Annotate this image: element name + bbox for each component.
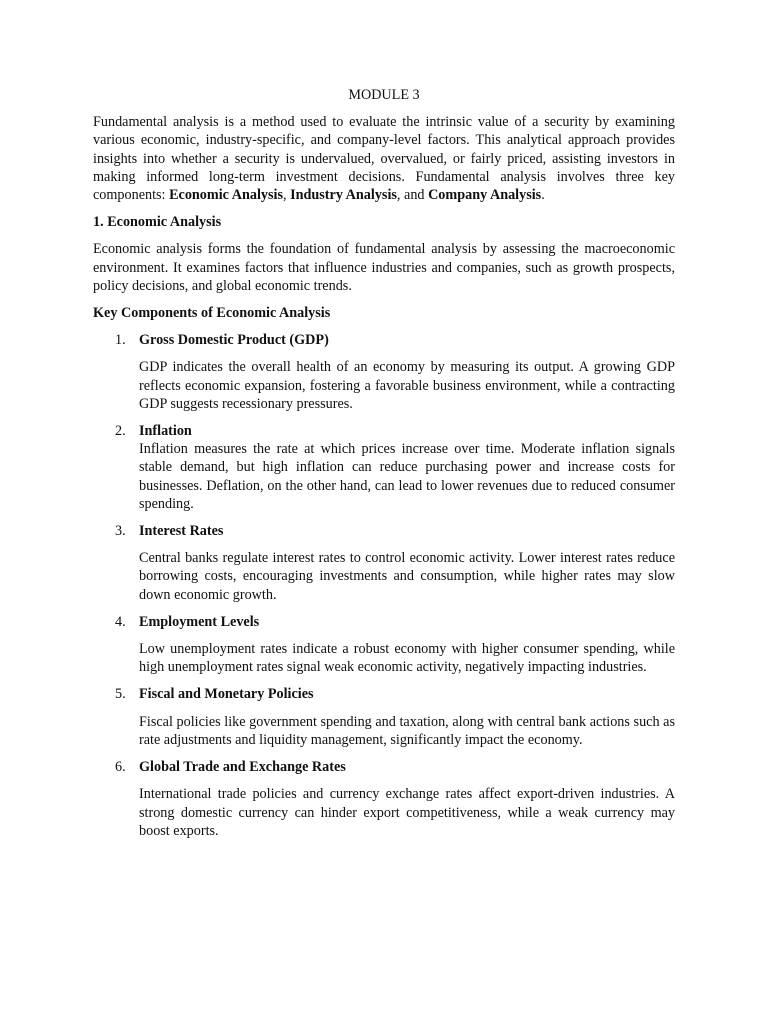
list-item-description: International trade policies and currency exchange rates affect export-driven industries. A strong domestic currency can hinder export competitiveness, while a weak currency may boost exports. xyxy=(139,786,675,839)
section-heading-economic-analysis: 1. Economic Analysis xyxy=(93,214,222,231)
list-item-number: 4. xyxy=(115,613,126,630)
list-item-title: Interest Rates xyxy=(139,523,224,540)
list-item-number: 3. xyxy=(115,523,126,540)
list-item-global-trade xyxy=(93,758,675,840)
economic-analysis-paragraph: Economic analysis forms the foundation of fundamental analysis by assessing the macroeconomic environment. It examines factors that influence industries and companies, such as growth prospects, policy decisions, and global economic trends. xyxy=(93,241,675,294)
list-item-description: Inflation measures the rate at which prices increase over time. Moderate inflation signals stable demand, but high inflation can reduce purchasing power and increase costs for businesses. Deflation, on the other hand, can lead to lower revenues due to reduced consumer spending. xyxy=(139,441,675,512)
page-title: MODULE 3 xyxy=(348,87,420,103)
intro-text-end: . xyxy=(541,187,545,204)
document-page xyxy=(93,86,675,849)
list-item-number: 6. xyxy=(115,759,126,776)
list-item-gdp xyxy=(93,331,675,413)
intro-term-industry-analysis: Industry Analysis xyxy=(290,187,397,204)
list-item-number: 2. xyxy=(115,423,126,440)
list-item-fiscal-monetary-policies xyxy=(93,685,675,749)
list-item-title: Employment Levels xyxy=(139,613,260,630)
key-components-list xyxy=(93,331,675,840)
intro-separator: , xyxy=(282,187,291,204)
list-item-interest-rates xyxy=(93,522,675,604)
intro-term-company-analysis: Company Analysis xyxy=(428,187,542,204)
list-item-description: Low unemployment rates indicate a robust economy with higher consumer spending, while high unemployment rates signal weak economic activity, negatively impacting industries. xyxy=(139,641,675,676)
list-item-title: Fiscal and Monetary Policies xyxy=(139,686,314,703)
intro-paragraph xyxy=(93,113,675,204)
list-item-description: Fiscal policies like government spending and taxation, along with central bank actions such as rate adjustments and liquidity management, significantly impact the economy. xyxy=(139,713,675,748)
list-item-number: 1. xyxy=(115,332,126,349)
list-item-title: Gross Domestic Product (GDP) xyxy=(139,332,329,349)
list-item-number: 5. xyxy=(115,686,126,703)
list-item-description: Central banks regulate interest rates to control economic activity. Lower interest rates reduce borrowing costs, encouraging investments and consumption, while higher rates may slow down economic growth. xyxy=(139,550,675,603)
intro-text: Fundamental analysis is a method used to evaluate the intrinsic value of a security by examining various economic, industry-specific, and company-level factors. This analytical approach provides insights into whether a security is undervalued, overvalued, or fairly priced, assisting investors in making informed long-term investment decisions. Fundamental analysis involves three key components: xyxy=(93,114,675,204)
list-item-employment-levels xyxy=(93,613,675,677)
list-item-title: Global Trade and Exchange Rates xyxy=(139,759,346,776)
list-item-title: Inflation xyxy=(139,423,192,440)
key-components-heading: Key Components of Economic Analysis xyxy=(93,305,331,322)
list-item-inflation xyxy=(93,422,675,513)
list-item-description: GDP indicates the overall health of an economy by measuring its output. A growing GDP reflects economic expansion, fostering a favorable business environment, while a contracting GDP suggests recessionary pressures. xyxy=(139,359,675,412)
intro-separator: , and xyxy=(396,187,429,204)
intro-term-economic-analysis: Economic Analysis xyxy=(169,187,283,204)
